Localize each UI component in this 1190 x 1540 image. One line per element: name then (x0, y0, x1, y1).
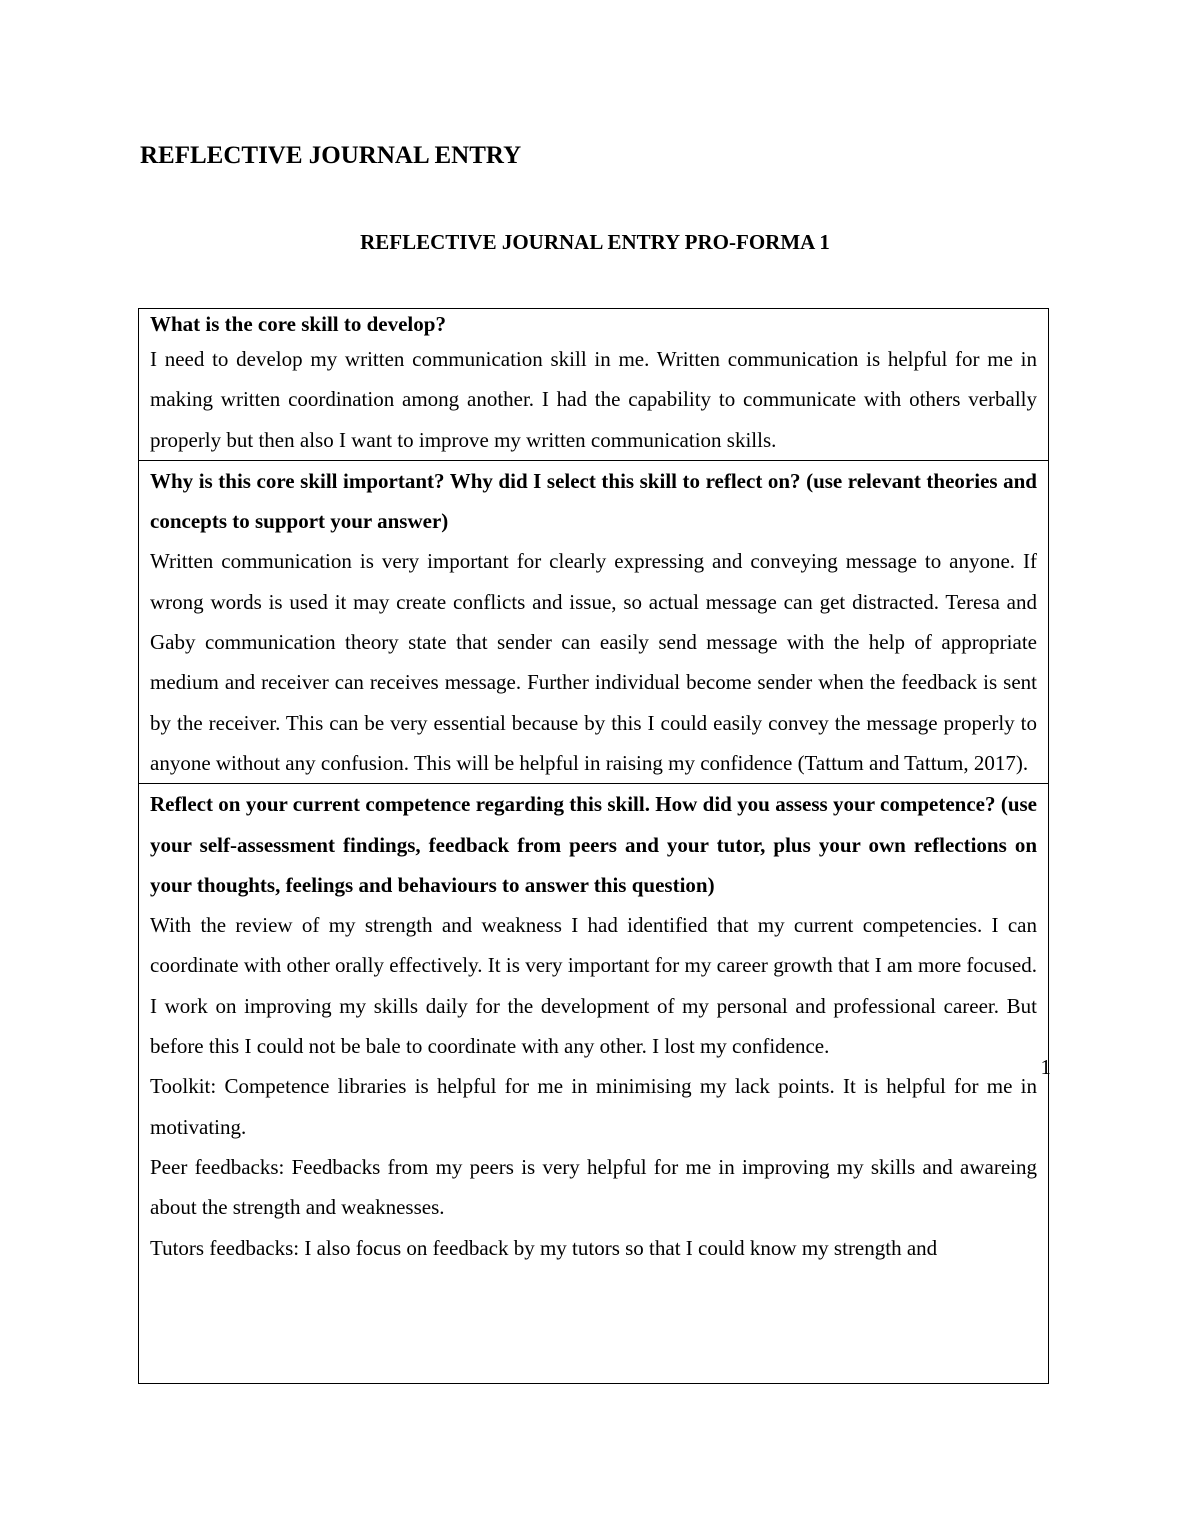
page-heading: REFLECTIVE JOURNAL ENTRY (140, 142, 522, 169)
journal-table (138, 308, 1049, 1384)
section-question: What is the core skill to develop? (150, 312, 446, 336)
section-question: Why is this core skill important? Why did I select this skill to reflect on? (use relevant theories and concepts to support your answer) (150, 468, 1037, 534)
section-paragraph-tutor-feedback: Tutors feedbacks: I also focus on feedback by my tutors so that I could know my strength and (150, 1235, 938, 1260)
form-title: REFLECTIVE JOURNAL ENTRY PRO-FORMA 1 (360, 230, 830, 254)
section-paragraph-toolkit: Toolkit: Competence libraries is helpful for me in minimising my lack points. It is helpful for me in motivating. (150, 1074, 1037, 1139)
page-number: 1 (1040, 1055, 1051, 1079)
section-paragraph: I need to develop my written communication skill in me. Written communication is helpful for me in making written coordination among another. I had the capability to communicate with others verbally properly but then also I want to improve my written communication skills. (150, 347, 1037, 452)
section-paragraph: Written communication is very important for clearly expressing and conveying message to anyone. If wrong words is used it may create conflicts and issue, so actual message can get distracted. Teresa and Gaby communication theory state that sender can easily send message with the help of appropriate medium and receiver can receives message. Further individual become sender when the feedback is sent by the receiver. This can be very essential because by this I could easily convey the message properly to anyone without any confusion. This will be helpful in raising my confidence (Tattum and Tattum, 2017). (150, 549, 1037, 775)
section-question: Reflect on your current competence regarding this skill. How did you assess your competence? (use your self-assessment findings, feedback from peers and your tutor, plus your own reflections on your thoughts, feelings and behaviours to answer this question) (150, 792, 1037, 897)
section-competence (139, 784, 1048, 1268)
section-core-skill (139, 309, 1048, 461)
section-paragraph: With the review of my strength and weakness I had identified that my current competencies. I can coordinate with other orally effectively. It is very important for my career growth that I am more focused. I work on improving my skills daily for the development of my personal and professional career. But before this I could not be bale to coordinate with any other. I lost my confidence. (150, 913, 1037, 1059)
section-paragraph-peer-feedback: Peer feedbacks: Feedbacks from my peers is very helpful for me in improving my skills and awareing about the strength and weaknesses. (150, 1154, 1037, 1220)
section-importance (139, 461, 1048, 784)
